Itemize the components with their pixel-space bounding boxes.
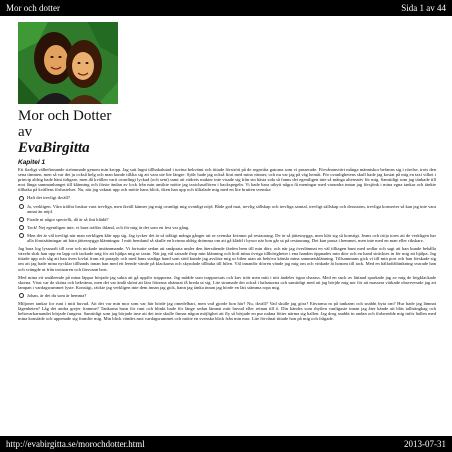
- paragraph-4: Miljoner tankar for runt i mitt huvud. Att det var min mor som var här hörde jag omedelbart, men vad gjorde hon här? Nu, ikväll? Vad skulle jag göra? Ettvarma m på tankarm och snabbt byta om? Hur hade jag lämnat lägenheten? Låg det andra grejer framme? Tankarna busn för runt och blinkt hade för länge sedan lämnat mitt huvud eller reinan till ö. Din kändes som rhytlen vanligaste innan jag åter kände att bläs tallträngkag och behovarkarnandet började fungera. Samtidigt som jag började inse att det inte skulle finnas någon möjlighet att fly så började en pur nakna fötter närma sig hallen. Jag drog snabbt in andan och förberedde mig inför hallen med mina konstäde och uppenade sig framför mig. Min blick vändes mot vardagsrummet och mötte en svenska blick från min mor. Lite förvånat tittade hon på mig och frågade.: [18, 300, 436, 322]
- list-item: [18, 225, 436, 230]
- list-item-text: Johan, är det du som är hemma?: [27, 292, 87, 298]
- bullet-icon: [19, 293, 24, 298]
- book-title-by: av: [18, 124, 33, 140]
- header-document-title: Mor och dotter: [6, 3, 60, 13]
- print-footer: [0, 436, 452, 452]
- list-item-text: Ja, verkligen. Våra träffar brukar vara trevliga, men ikväll känner jag mig ovanligt mig ovanligt nöjd. Både god mat, trevlig sällskap och trevliga samtal, trevligt sällskap och dessutom, trevliga konserter så kan jag inte vara annat än nöjd.: [27, 203, 436, 214]
- bullet-icon: [19, 196, 24, 201]
- dialogue-list-1: [18, 195, 436, 243]
- bullet-icon: [19, 225, 24, 230]
- book-author: EvaBirgitta: [18, 140, 90, 156]
- paragraph-2: Jag bara log lyssnarlt till svar och nickade instämmande. Vi fortsatte sedan att småprata under den återstående färden hem till min dörr, och när jag överlämnat en väl tilltagen bunt med sedlar och sagt att han kunde behålla växeln skrk han upp en lapp och tackade mig för att hjälpa mig ur taxin. När jag väl satsade ihop min klänning och hoft mina övriga tillhörigheter i ena handen öppnades min dörr och en hand sträcktes in för mig att hjälpa. Jag tittade upp och såg att han även lovlat fram ett paraply och med hans stadiga hand som stöd kunde jag avslöra mig ur bilen utan att behöva känsla mina sammetsklänning. Tillsammans gick vi till min port och han förskade sig om att jag hade mina nycklar tillhands innan han med ett leende vände på klackarna och skyndade tillbaka till bilen. Väl innanför dörren vände jag mig om och vinkade åt honom till tack. Med en hälfadifihinkning svarade han och svängde ut från trottoaren och försvann bort.: [18, 246, 436, 272]
- list-item-text: Firade ni något speciellt, då är så fint klädd?: [27, 216, 109, 222]
- list-item-text: Men det är väl trevligt när man verkligen klär upp sig. Jag tycker det är så tråkigt många gånger att se svenska kvinnor på restaurang. De är så jättesnygga, men klär sig så konstigt. Jeans och tröja tores att de verkligen har alla förutsättningar att bära jättesnygga klänningar. I mitt hemland så skulle en kvinna aldrig drömma om att gå klädd i byxor när hon går ut på restaurang. Det kan passa i hemmet, men inte med en man eller rikskarz.: [27, 232, 436, 244]
- paragraph-3: Med mina ett småleende på mina läppar började jag sakta att gå uppför trapporna. Jag mådde som trappavsats och kuv trött men mitt i nitt ändeles ögna charass. Med en suck av lättnad sparkade jag av mig de högklackade skorna. Visst var de sköna och bekväma, men det var ändå skönt att lära fötterna obämrat få breda ut sig. Lite stramade det också i halsmorna och samtidigt med att jag börjde mig nor för att massera värkade observerade jag att lampan i vardagsrummet lyste. Konstigt, räckte jag verkligen inte dem innan jag gick, hann jag tänka innan jag hörde en lätt stämma ropa mig.: [18, 274, 436, 290]
- page-content: [18, 22, 436, 324]
- chapter-heading: Kapitel 1: [18, 159, 46, 166]
- list-item-text: Haft det trevligt ikväll?: [27, 195, 70, 201]
- print-header: [0, 0, 452, 16]
- bullet-icon: [19, 217, 24, 222]
- list-item: [18, 195, 436, 200]
- bullet-icon: [19, 233, 24, 238]
- cover-illustration: [18, 22, 118, 104]
- list-item-text: Tack! Nej egentligen inte, vi bara träffas ibland, och för mig är det som en fest var gång.: [27, 224, 190, 230]
- bullet-icon: [19, 204, 24, 209]
- book-title-line: Mor och Dotter: [18, 108, 112, 124]
- footer-url: http://evabirgitta.se/morochdotter.html: [6, 439, 145, 449]
- paragraph-1: Ett fiarligt välbefinnande strömmade genom min kropp. Jag satt lugnt tillbakalutad i tuvina bekvämt och tittade förstrött på de regnvåta gatorna som vi passerade. Förvånansvärt många människor befanns sig i rörelse, trots den sena timmen, men så var det ju också helg och man kunde tillåta sig att vara ute lite längre. Själv hade jag också firat med mina vänner, och nu var jag på väg hemåt. För ovanlighetens skull hade jag kostat på mig en taxi vilket i princip aldrig hade hänt tidigare, men då kvällen varit ovanlingt lyckad (och sent) samt att vädrets makter inte visade sig från sin bästa sida så fanns det egentligen inte så många alternativ för mig. Samtidigt som jag tänkade till mot långa sammanhanget till klänning och förste ändan av lock från min ansikte mötte jag taxichauffören i backspegeln. Vi hade bara utbytt några få meningar med varandra innan jag försjönk i mina egna tankar och tänkte tillbaka på kvällens förlustelser. Nu, när jag vaknat upp och mötte hans blick, öken han upp och tilltalade mig med en lite brutten svenska: [18, 167, 436, 193]
- book-title: [18, 108, 436, 140]
- cover-illustration-art: [18, 22, 118, 104]
- list-item: [18, 204, 436, 214]
- dialogue-list-2: [18, 293, 436, 298]
- list-item: [18, 293, 436, 298]
- list-item: [18, 233, 436, 243]
- footer-date: 2013-07-31: [404, 439, 446, 449]
- header-page-count: Sida 1 av 44: [401, 3, 446, 13]
- list-item: [18, 217, 436, 222]
